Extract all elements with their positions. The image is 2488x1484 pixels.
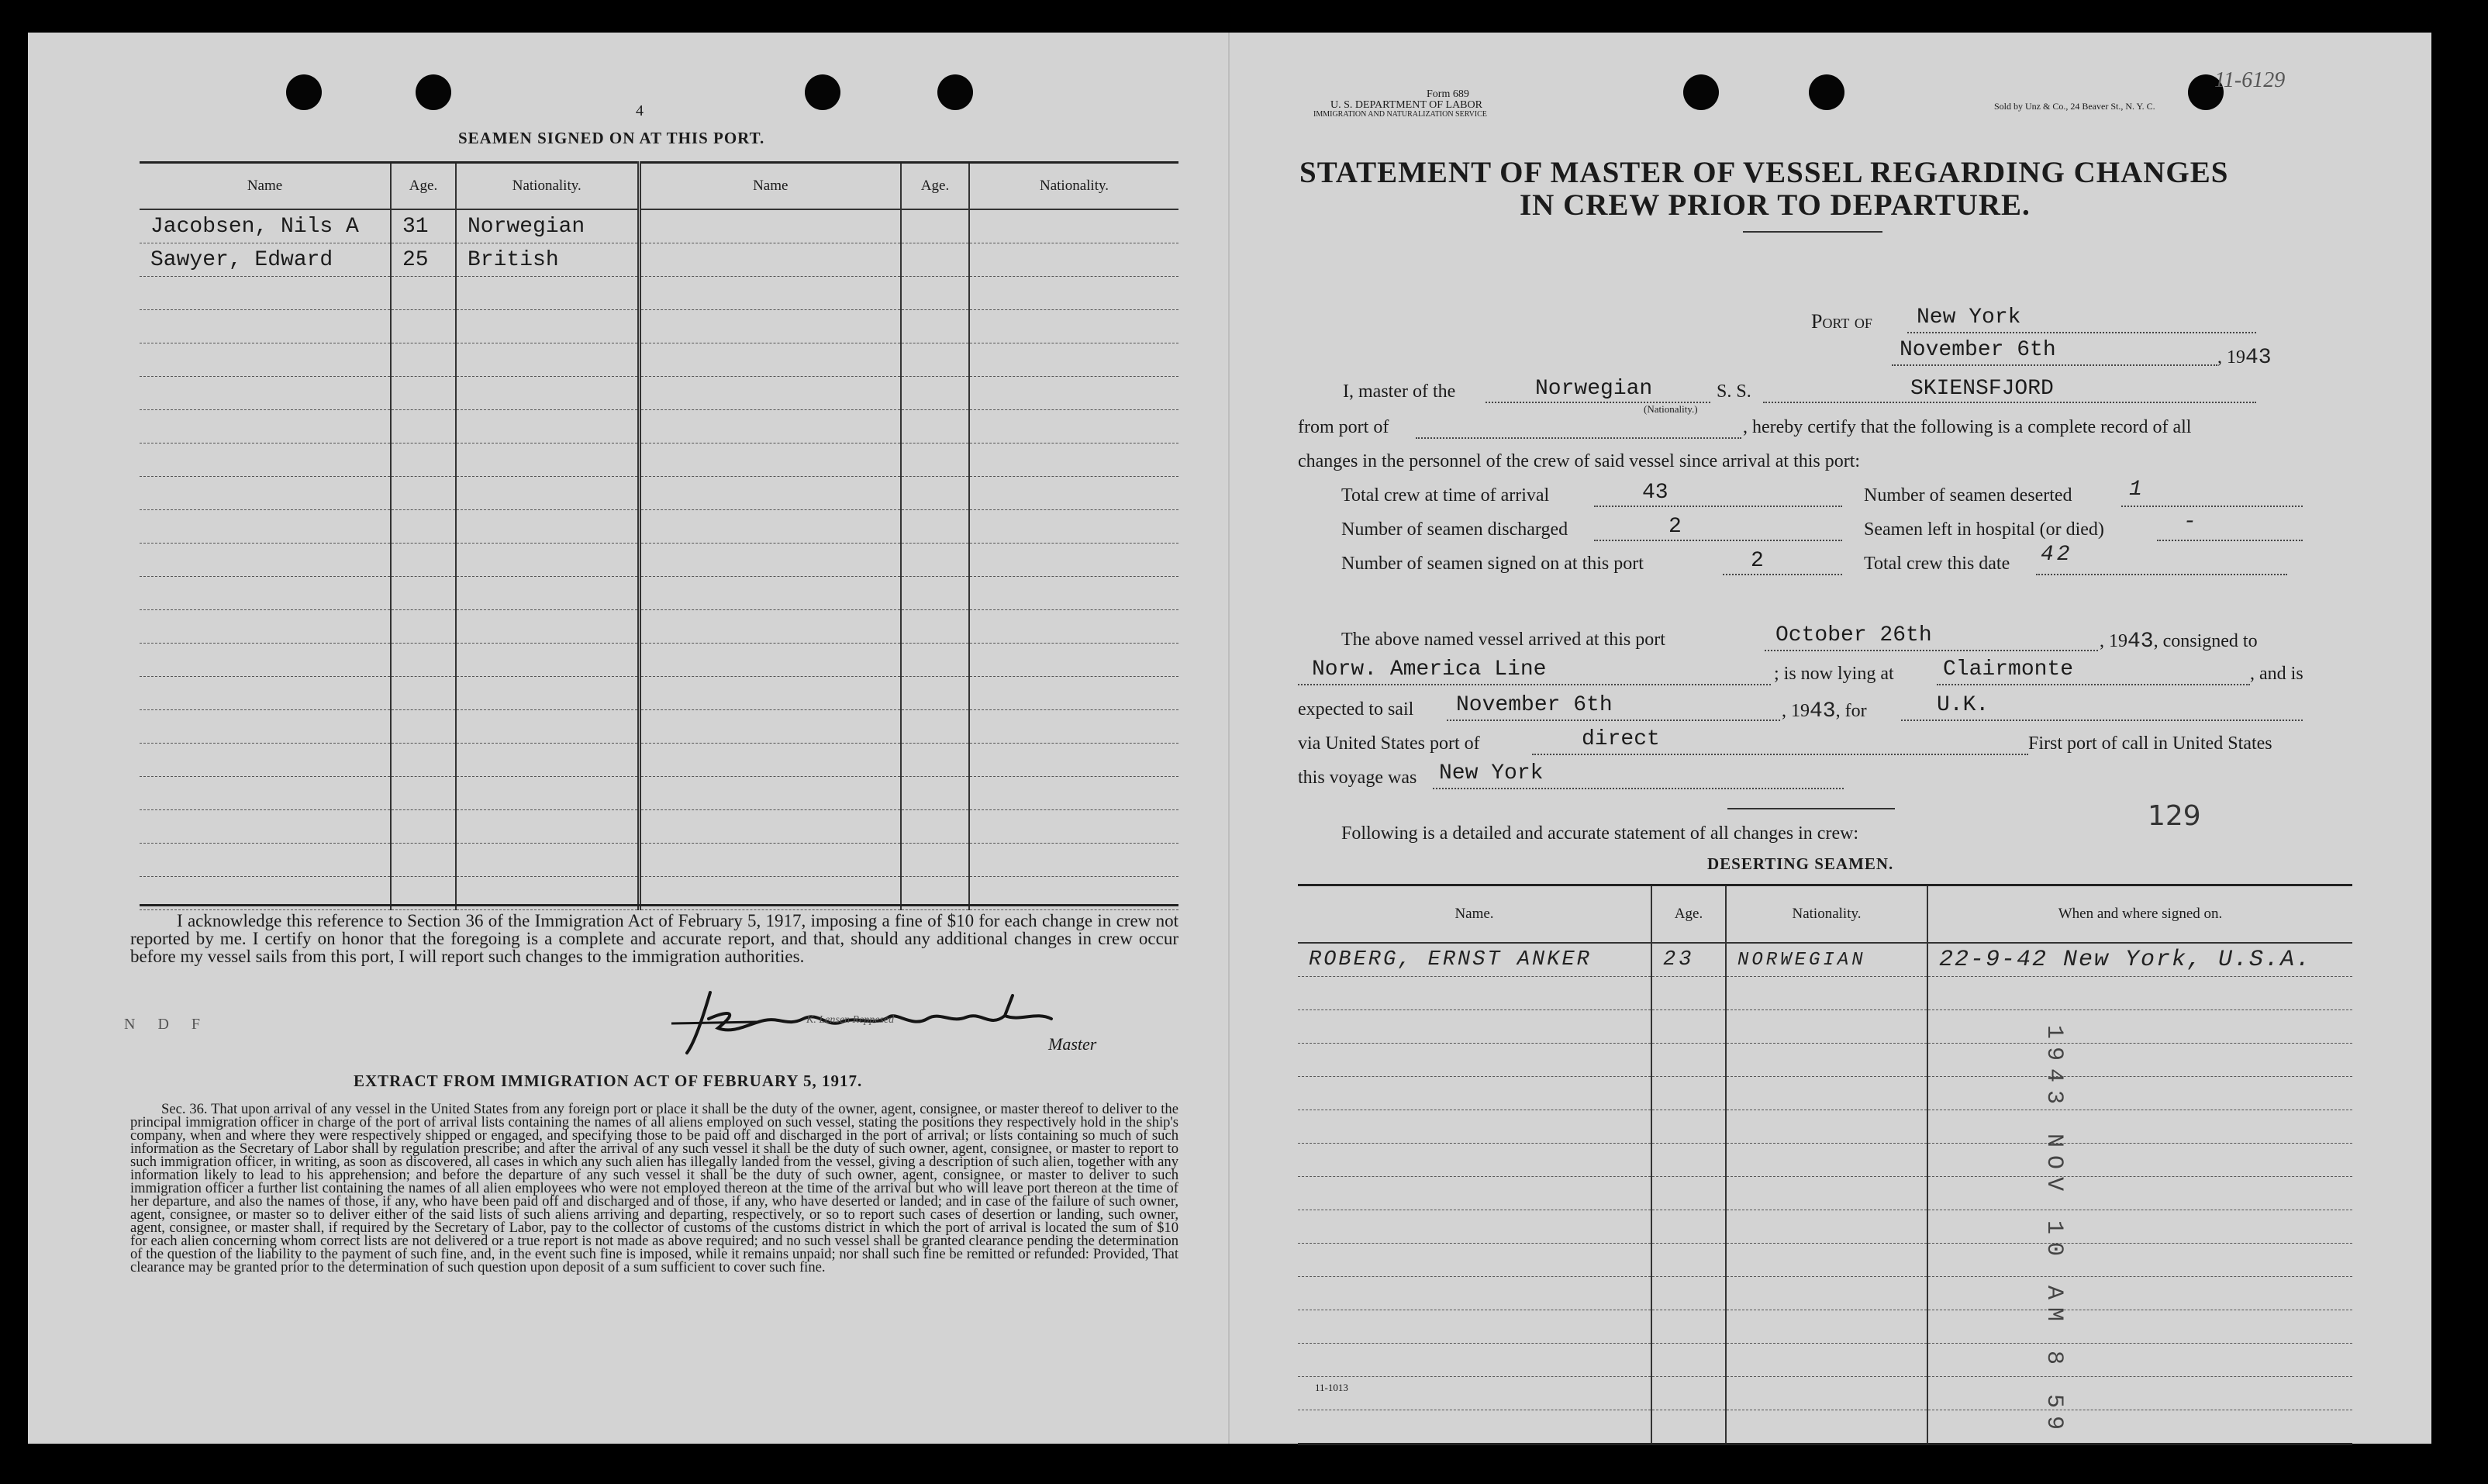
table-row <box>140 644 1178 677</box>
seller-note: Sold by Unz & Co., 24 Beaver St., N. Y. C. <box>1994 101 2155 112</box>
table-row <box>140 443 1178 477</box>
receipt-stamp: 1943 NOV 10 AM 8 59 <box>2041 1025 2067 1438</box>
master-label: Master <box>1048 1034 1097 1054</box>
statement-title-line2: IN CREW PRIOR TO DEPARTURE. <box>1520 188 2031 222</box>
deserter-signed-on: 22-9-42 New York, U.S.A. <box>1927 943 2352 977</box>
port-label: Port of <box>1811 310 1872 333</box>
consigned-label: , consigned to <box>2153 631 2258 651</box>
col-header-name: Name <box>639 163 901 210</box>
form-number: Form 689 <box>1427 88 1469 100</box>
year-prefix: 19 <box>2227 347 2245 368</box>
col-header-name: Name <box>140 163 391 210</box>
nationality-caption: (Nationality.) <box>1644 403 1698 415</box>
table-row <box>1298 1077 2352 1110</box>
for-label: , for <box>1835 701 1867 721</box>
handwritten-page-number: 129 <box>2148 800 2201 832</box>
destination: U.K. <box>1937 693 1989 717</box>
consignee: Norw. America Line <box>1312 657 1547 682</box>
stamp-marks: N D F <box>124 1016 210 1033</box>
left-page-number: 4 <box>636 102 644 119</box>
nationality-value: Norwegian <box>1535 377 1653 401</box>
lying-at: Clairmonte <box>1943 657 2074 682</box>
arrived-label: The above named vessel arrived at this port <box>1341 630 1665 650</box>
table-row <box>140 710 1178 744</box>
seaman-name: Sawyer, Edward <box>140 243 391 277</box>
footer-code: 11-1013 <box>1315 1382 1348 1393</box>
table-row <box>140 410 1178 443</box>
table-row <box>1298 977 2352 1010</box>
signed-on-section-title: SEAMEN SIGNED ON AT THIS PORT. <box>458 129 765 147</box>
extract-text: Sec. 36. That upon arrival of any vessel in the United States from any foreign port or place it shall be the duty of the owner, agent, consignee, or master thereof to deliver to the principal immigration officer in charge of the port of arrival lists containing the names of all aliens employed on such vessel, stating the positions they respectively hold in the ship's company, when and where they were respectively shipped or engaged, and specifying those to be paid off and discharged in the port of arrival; or lists containing so much of such information as the Secretary of Labor shall by regulation prescribe; and after the arrival of any such vessel it shall be the duty of such owner, agent, consignee, or master to report to such immigration officer, in writing, as soon as discovered, all cases in which any such alien has illegally landed from the vessel, giving a description of such alien, together with any information likely to lead to his apprehension; and before the departure of any such vessel it shall be the duty of such owner, agent, consignee, or master to deliver to such immigration officer a further list containing the names of all alien employees who were not employed thereon at the time of the arrival but who will leave port thereon at the time of her departure, and also the names of those, if any, who have been paid off and discharged and of those, if any, who have deserted or landed; and in case of the failure of such owner, agent, consignee, or master so to deliver either of the said lists of such aliens arriving and departing, respectively, or so to report such cases of desertion or landing, such owner, agent, consignee, or master shall, if required by the Secretary of Labor, pay to the collector of customs of the customs district in which the port of arrival is located the sum of $10 for each alien concerning whom correct lists are not delivered or a true report is not made as above required; and no such vessel shall be granted clearance pending the determination of the question of the liability to the payment of such fine, and, in the event such fine is imposed, while it remains unpaid; nor shall such fine be remitted or refunded: Provided, That clearance may be granted prior to the determination of such question upon deposit of a sum sufficient to cover such fine. <box>130 1101 1178 1275</box>
col-header-age: Age. <box>391 163 456 210</box>
table-row <box>140 844 1178 877</box>
discharged-label: Number of seamen discharged <box>1341 519 1568 540</box>
table-row <box>140 510 1178 544</box>
discharged-value: 2 <box>1668 515 1682 539</box>
arrived-year: 43 <box>2127 630 2154 654</box>
table-row <box>1298 1210 2352 1244</box>
sail-date: November 6th <box>1456 693 1613 717</box>
table-row <box>1298 1144 2352 1177</box>
col-header-nationality: Nationality. <box>969 163 1178 210</box>
table-row <box>140 810 1178 844</box>
punch-hole <box>1809 74 1844 110</box>
signed-on-value: 2 <box>1751 549 1764 573</box>
table-row <box>140 677 1178 710</box>
punch-hole <box>937 74 973 110</box>
col-header-name: Name. <box>1298 885 1651 944</box>
table-row <box>1298 1244 2352 1277</box>
total-crew-arrival-value: 43 <box>1642 481 1668 505</box>
seaman-name: Jacobsen, Nils A <box>140 209 391 243</box>
via-port: direct <box>1582 727 1660 751</box>
col-header-when-where: When and where signed on. <box>1927 885 2352 944</box>
table-row <box>1298 1410 2352 1444</box>
table-row <box>1298 1044 2352 1077</box>
table-row <box>140 777 1178 810</box>
certify-text: , hereby certify that the following is a complete record of all <box>1743 417 2192 437</box>
from-port-label: from port of <box>1298 417 1389 437</box>
col-header-age: Age. <box>901 163 969 210</box>
total-crew-arrival-label: Total crew at time of arrival <box>1341 485 1550 506</box>
col-header-nationality: Nationality. <box>1726 885 1927 944</box>
sail-year: 43 <box>1810 699 1836 723</box>
signed-on-label: Number of seamen signed on at this port <box>1341 554 1644 574</box>
date-value: November 6th <box>1900 338 2056 362</box>
title-rule <box>1743 231 1882 233</box>
table-row <box>140 610 1178 644</box>
ss-label: S. S. <box>1717 381 1751 402</box>
arrived-date: October 26th <box>1775 623 1932 647</box>
first-port-label: First port of call in United States <box>2028 733 2272 754</box>
department-name: U. S. DEPARTMENT OF LABOR <box>1330 99 1482 111</box>
via-label: via United States port of <box>1298 733 1480 754</box>
table-row <box>140 209 1178 243</box>
following-label: Following is a detailed and accurate statement of all changes in crew: <box>1341 823 1859 844</box>
punch-hole <box>286 74 322 110</box>
short-rule <box>1727 808 1895 809</box>
signature-text: K. Lensen Reppesed <box>806 1014 895 1026</box>
and-is-label: , and is <box>2250 664 2303 684</box>
signed-on-table <box>140 161 1178 910</box>
table-row <box>1298 1177 2352 1210</box>
acknowledgment-text: I acknowledge this reference to Section 36 of the Immigration Act of February 5, 1917, imposing a fine of $10 for each change in crew not reported by me. I certify on honor that the foregoing is a complete and accurate report, and that, should any additional changes in crew occur before my vessel sails from this port, I will report such changes to the immigration authorities. <box>130 911 1178 966</box>
punch-hole <box>1683 74 1719 110</box>
extract-title: EXTRACT FROM IMMIGRATION ACT OF FEBRUARY 5, 1917. <box>354 1072 863 1090</box>
punch-hole <box>416 74 451 110</box>
ship-name: SKIENSFJORD <box>1910 377 2054 401</box>
deserted-label: Number of seamen deserted <box>1864 485 2072 506</box>
voyage-label: this voyage was <box>1298 768 1417 788</box>
col-header-age: Age. <box>1651 885 1726 944</box>
corner-note: 11-6129 <box>2214 68 2286 92</box>
deserter-age: 23 <box>1651 943 1726 977</box>
changes-text: changes in the personnel of the crew of said vessel since arrival at this port: <box>1298 451 1861 471</box>
table-row <box>140 744 1178 777</box>
master-of-label: I, master of the <box>1343 381 1456 402</box>
table-row <box>140 577 1178 610</box>
document-sheet: 4 SEAMEN SIGNED ON AT THIS PORT. Name Age. Nationality. Name Age. Nationality. Jacobsen, Nils A 31 Norwegian Sawyer, Edward 25 British I acknowledge this reference to Section 36 of the Immigration Act of February 5, 1917, imposing a fine of $10 for each change in crew not reported by me. I certify on honor that the foregoing is a complete and accurate report, and that, should any additional changes in crew occur before my vessel sails from this port, I will report such changes to the immigration authorities. N D F K. Lensen Reppesed Master EXTRACT FROM IMMIGRATION ACT OF FEBRUARY 5, 1917. Sec. 36. That upon arrival of any vessel in the United States from any foreign port or place it shall be the duty of the owner, agent, consignee, or master thereof to deliver to the principal immigration officer in charge of the port of arrival lists containing the names of all aliens employed on such vessel, stating the positions they respectively hold in the ship's company, when and where they were respectively shipped or engaged, and specifying those to be paid off and discharged in the port of arrival; or lists containing so much of such information as the Secretary of Labor shall by regulation prescribe; and after the arrival of any such vessel it shall be the duty of such owner, agent, consignee, or master to report to such immigration officer, in writing, as soon as discovered, all cases in which any such alien has illegally landed from the vessel, giving a description of such alien, together with any information likely to lead to his apprehension; and before the departure of any such vessel it shall be the duty of such owner, agent, consignee, or master to deliver to such immigration officer a further list containing the names of all alien employees who were not employed thereon at the time of the arrival but who will leave port thereon at the time of her departure, and also the names of those, if any, who have been paid off and discharged and of those, if any, who have deserted or landed; and in case of the failure of such owner, agent, consignee, or master so to deliver either of the said lists of such aliens arriving and departing, respectively, or so to report such cases of desertion or landing, such owner, agent, consignee, or master shall, if required by the Secretary of Labor, pay to the collector of customs of the customs district in which the port of arrival is located the sum of $10 for each alien concerning whom correct lists are not delivered or a true report is not made as above required; and no such vessel shall be granted clearance pending the determination of the question of the liability to the payment of such fine, and, in the event such fine is imposed, while it remains unpaid; nor shall such fine be remitted or refunded: Provided, That clearance may be granted prior to the determination of such question upon deposit of a sum sufficient to cover such fine. Form 689 U. S. DEPARTMENT OF LABOR IMMIGRATION AND NATURALIZATION SERVICE Sold by Unz & Co., 24 Beaver St., N. Y. C. 11-6129 STATEMENT OF MASTER OF VESSEL REGARDING CHANGES IN CREW PRIOR TO DEPARTURE. Port of New York November 6th , 1943 I, master of the Norwegian (Nationality.) S. S. SKIENSFJORD from port of , hereby certify that the following is a complete record of all changes in the personnel of the crew of said vessel since arrival at this port: Total crew at time of arrival 43 Number of seamen deserted 1 Number of seamen discharged 2 Seamen left in hospital (or died) - Number of seamen signed on at this port 2 Total crew this date 42 The above named vessel arrived at this port October 26th , 1943, consigned to Norw. America Line ; is now lying at Clairmonte , and is expected to sail November 6th , 1943, for U.K. via United States port of direct First port of call in United States this voyage was New York 129 Following is a detailed and accurate statement of all changes in crew: DESERTING SEAMEN. Name. Age. Nationality. When and where signed on. ROBERG, ERNST ANKER 23 NORWEGIAN 22-9-42 New York, U.S.A. 1943 NOV 10 AM 8 59 11-1013 <box>28 33 2431 1444</box>
col-header-nationality: Nationality. <box>456 163 639 210</box>
year-value: 43 <box>2245 346 2272 370</box>
hospital-label: Seamen left in hospital (or died) <box>1864 519 2104 540</box>
seaman-nationality: Norwegian <box>456 209 639 243</box>
deserting-title: DESERTING SEAMEN. <box>1707 854 1894 873</box>
page-divider <box>1228 33 1230 1444</box>
table-row <box>140 277 1178 310</box>
service-name: IMMIGRATION AND NATURALIZATION SERVICE <box>1313 110 1487 119</box>
table-row <box>1298 1310 2352 1344</box>
port-value: New York <box>1917 305 2021 330</box>
hospital-value: - <box>2183 510 2200 534</box>
table-row <box>140 243 1178 277</box>
punch-hole <box>805 74 840 110</box>
deserting-table <box>1298 884 2352 1445</box>
seaman-age: 31 <box>391 209 456 243</box>
left-table-bottom-rule <box>140 904 1178 906</box>
expected-label: expected to sail <box>1298 699 1414 720</box>
table-row <box>140 310 1178 343</box>
statement-title-line1: STATEMENT OF MASTER OF VESSEL REGARDING CHANGES <box>1299 156 2229 189</box>
seaman-nationality: British <box>456 243 639 277</box>
deserter-name: ROBERG, ERNST ANKER <box>1298 943 1651 977</box>
table-row <box>140 477 1178 510</box>
table-row <box>1298 1110 2352 1144</box>
lying-label: ; is now lying at <box>1774 664 1894 684</box>
seaman-age: 25 <box>391 243 456 277</box>
deserter-nationality: NORWEGIAN <box>1726 943 1927 977</box>
table-row <box>1298 1277 2352 1310</box>
table-row <box>1298 1377 2352 1410</box>
deserted-value: 1 <box>2129 478 2145 502</box>
table-row <box>140 377 1178 410</box>
table-row <box>1298 1344 2352 1377</box>
first-port-value: New York <box>1439 761 1544 785</box>
total-crew-date-value: 42 <box>2041 543 2073 567</box>
table-row <box>140 544 1178 577</box>
total-crew-date-label: Total crew this date <box>1864 554 2010 574</box>
table-row <box>1298 1010 2352 1044</box>
table-row <box>140 343 1178 377</box>
table-row <box>1298 943 2352 977</box>
